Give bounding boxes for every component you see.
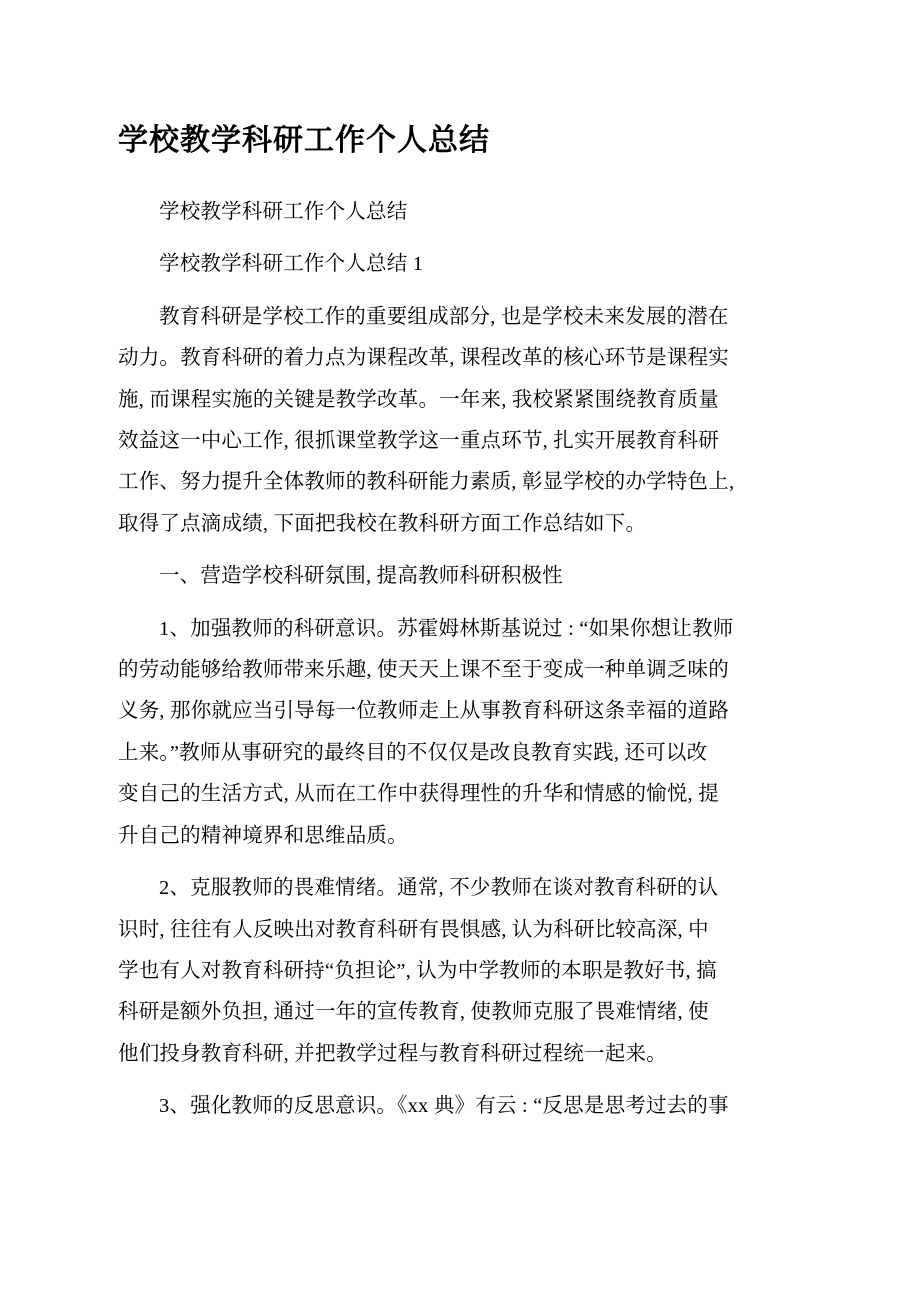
text-line: 的劳动能够给教师带来乐趣, 使天天上课不至于变成一种单调乏味的 [118, 659, 729, 682]
text-line: 动力。教育科研的着力点为课程改革, 课程改革的核心环节是课程实 [118, 347, 729, 370]
paragraph-item-1 [118, 609, 808, 857]
subtitle-line-1 [118, 192, 808, 233]
text-line: 义务, 那你就应当引导每一位教师走上从事教育科研这条幸福的道路 [118, 700, 729, 723]
text-line: 升自己的精神境界和思维品质。 [118, 824, 408, 847]
text-line: 学校教学科研工作个人总结 1 [159, 253, 424, 276]
text-line: 1、加强教师的科研意识。苏霍姆林斯基说过 : “如果你想让教师 [159, 617, 734, 640]
text-line: 取得了点滴成绩, 下面把我校在教科研方面工作总结如下。 [118, 512, 647, 535]
paragraph-intro [118, 297, 808, 545]
paragraph-item-3 [118, 1086, 808, 1127]
text-line: 上来。”教师从事研究的最终目的不仅仅是改良教育实践, 还可以改 [118, 741, 708, 764]
paragraph-item-2 [118, 868, 808, 1075]
text-line: 效益这一中心工作, 很抓课堂教学这一重点环节, 扎实开展教育科研 [118, 430, 719, 453]
text-line: 教育科研是学校工作的重要组成部分, 也是学校未来发展的潜在 [159, 305, 729, 328]
text-line: 他们投身教育科研, 并把教学过程与教育科研过程统一起来。 [118, 1042, 667, 1065]
text-line: 一、营造学校科研氛围, 提高教师科研积极性 [159, 565, 563, 588]
page-title: 学校教学科研工作个人总结 [118, 124, 490, 157]
text-line: 学也有人对教育科研持“负担论”, 认为中学教师的本职是教好书, 搞 [118, 959, 717, 982]
heading-section-1 [118, 556, 808, 597]
text-line: 工作、努力提升全体教师的教科研能力素质, 彰显学校的办学特色上, [118, 471, 735, 494]
subtitle-line-2 [118, 244, 808, 285]
text-line: 变自己的生活方式, 从而在工作中获得理性的升华和情感的愉悦, 提 [118, 783, 719, 806]
document-body [118, 120, 808, 1132]
text-line: 学校教学科研工作个人总结 [159, 201, 408, 223]
text-line: 施, 而课程实施的关键是教学改革。一年来, 我校紧紧围绕教育质量 [118, 388, 719, 411]
text-line: 科研是额外负担, 通过一年的宣传教育, 使教师克服了畏难情绪, 使 [118, 1001, 709, 1024]
text-line: 2、克服教师的畏难情绪。通常, 不少教师在谈对教育科研的认 [159, 877, 719, 900]
text-line: 3、强化教师的反思意识。《xx 典》有云 : “反思是思考过去的事 [159, 1095, 729, 1118]
text-line: 识时, 往往有人反映出对教育科研有畏惧感, 认为科研比较高深, 中 [118, 918, 709, 941]
